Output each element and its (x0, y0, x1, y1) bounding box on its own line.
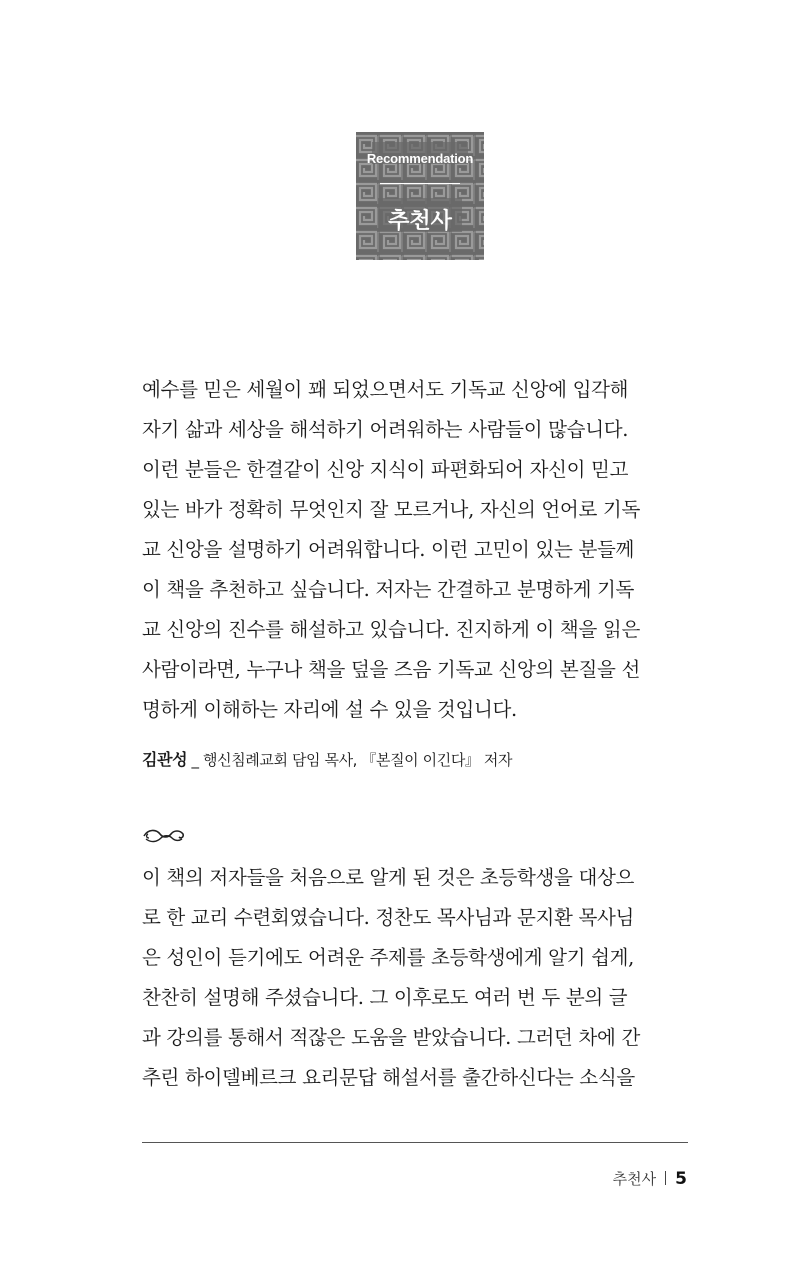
text-line: 이 책의 저자들을 처음으로 알게 된 것은 초등학생을 대상으 (142, 866, 635, 889)
recommendation-paragraph-1 (142, 370, 702, 730)
attribution-separator: _ (191, 751, 199, 769)
text-line: 추린 하이델베르크 요리문답 해설서를 출간하신다는 소식을 (142, 1066, 635, 1089)
text-line: 예수를 믿은 세월이 꽤 되었으면서도 기독교 신앙에 입각해 (142, 378, 629, 401)
text-line: 있는 바가 정확히 무엇인지 잘 모르거나, 자신의 언어로 기독 (142, 498, 640, 521)
text-line: 자기 삶과 세상을 해석하기 어려워하는 사람들이 많습니다. (142, 418, 629, 441)
footer-rule (142, 1142, 688, 1143)
text-line: 교 신앙의 진수를 해설하고 있습니다. 진지하게 이 책을 읽은 (142, 618, 640, 641)
text-line: 이런 분들은 한결같이 신앙 지식이 파편화되어 자신이 믿고 (142, 458, 629, 481)
recommender-attribution (142, 747, 512, 770)
text-line: 과 강의를 통해서 적잖은 도움을 받았습니다. 그러던 차에 간 (142, 1026, 640, 1049)
recommendation-paragraph-2 (142, 858, 702, 1098)
footer-separator (665, 1171, 666, 1185)
text-line: 찬찬히 설명해 주셨습니다. 그 이후로도 여러 번 두 분의 글 (142, 986, 628, 1009)
flourish-ornament-icon (142, 826, 186, 846)
text-line: 로 한 교리 수련회였습니다. 정찬도 목사님과 문지환 목사님 (142, 906, 635, 929)
page-footer (613, 1168, 687, 1189)
recommender-description: 행신침례교회 담임 목사, 『본질이 이긴다』 저자 (203, 751, 513, 769)
recommender-name: 김관성 (142, 750, 188, 769)
badge-korean-title: 추천사 (388, 209, 452, 234)
text-line: 교 신앙을 설명하기 어려워합니다. 이런 고민이 있는 분들께 (142, 538, 635, 561)
text-line: 명하게 이해하는 자리에 설 수 있을 것입니다. (142, 698, 517, 721)
badge-english-title: Recommendation (366, 151, 474, 166)
text-line: 이 책을 추천하고 싶습니다. 저자는 간결하고 분명하게 기독 (142, 578, 635, 601)
badge-divider (380, 183, 460, 184)
footer-section-title: 추천사 (612, 1170, 657, 1188)
recommendation-badge (356, 132, 484, 260)
text-line: 사람이라면, 누구나 책을 덮을 즈음 기독교 신앙의 본질을 선 (142, 658, 640, 681)
page-number: 5 (675, 1169, 687, 1189)
text-line: 은 성인이 듣기에도 어려운 주제를 초등학생에게 알기 쉽게, (142, 946, 635, 969)
